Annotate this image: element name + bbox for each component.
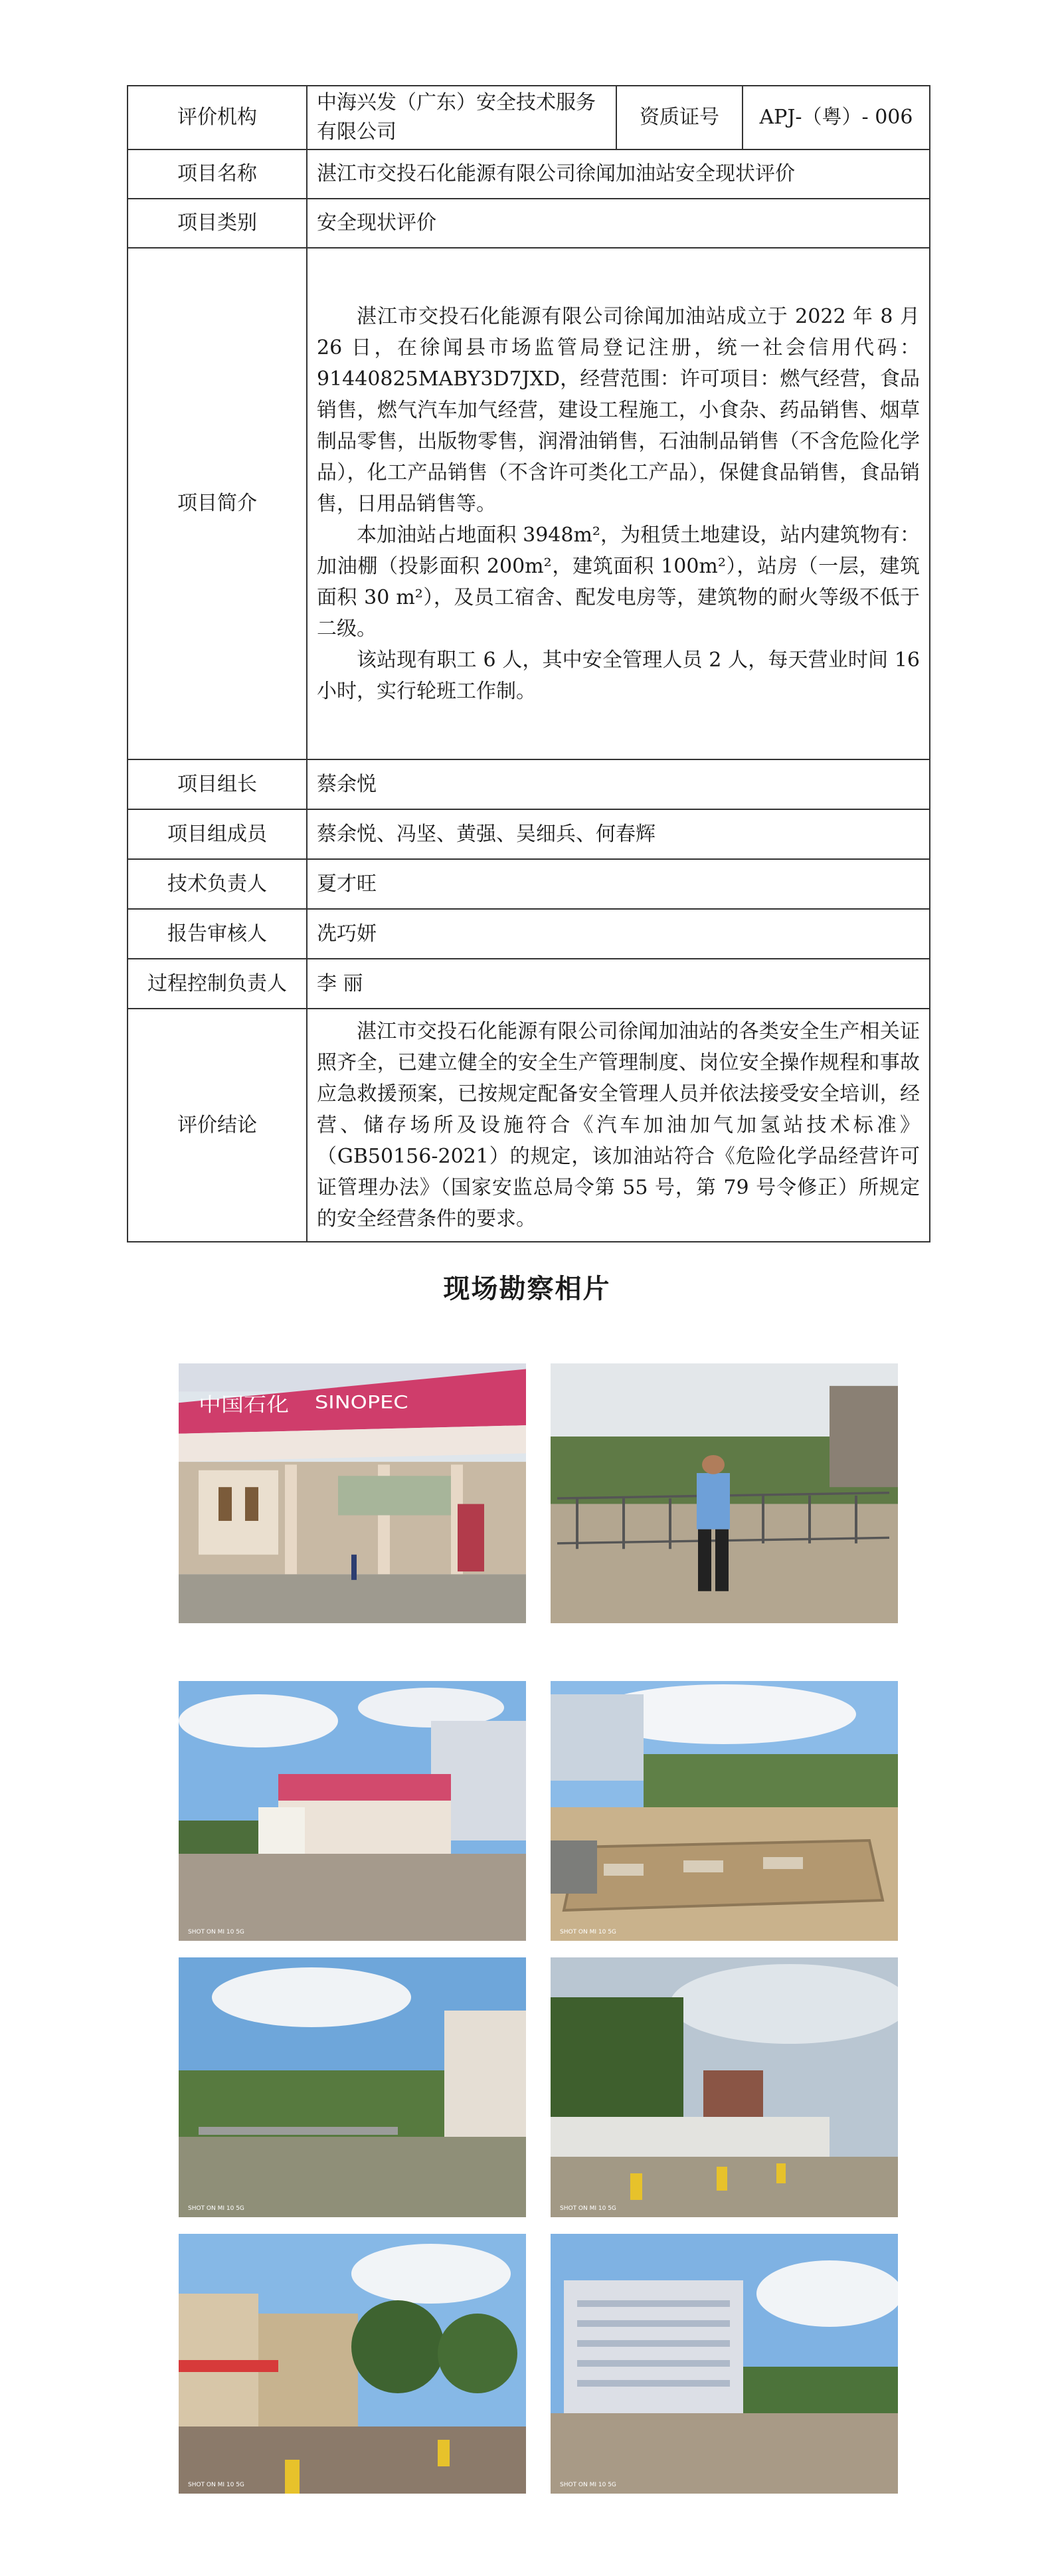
- table-row: [128, 809, 930, 859]
- photo-watermark: SHOT ON MI 10 5G: [188, 2482, 244, 2488]
- table-row: [128, 199, 930, 248]
- org-label: 评价机构: [128, 86, 307, 149]
- intro-paragraph-2: 本加油站占地面积 3948m²，为租赁土地建设，站内建筑物有：加油棚（投影面积 200m²，建筑面积 100m²），站房（一层，建筑面积 30 m²），及员工宿舍、配发电房等，建筑物的耐火等级不低于二级。: [317, 523, 920, 641]
- site-photo-wall: [551, 1957, 898, 2217]
- tech-value: 夏才旺: [307, 859, 930, 909]
- site-photo-foundation: [551, 1681, 898, 1941]
- tech-label: 技术负责人: [128, 859, 307, 909]
- org-value: 中海兴发（广东）安全技术服务有限公司: [307, 86, 616, 149]
- intro-label: 项目简介: [128, 248, 307, 759]
- photo-watermark: SHOT ON MI 10 5G: [560, 2482, 616, 2488]
- photos-title: 现场勘察相片: [443, 1274, 611, 1304]
- site-photo-fence: [551, 1363, 898, 1623]
- photo-watermark: SHOT ON MI 10 5G: [188, 1929, 244, 1935]
- table-row: [128, 248, 930, 759]
- members-value: 蔡余悦、冯坚、黄强、吴细兵、何春辉: [307, 809, 930, 859]
- name-label: 项目名称: [128, 149, 307, 199]
- photo-watermark: SHOT ON MI 10 5G: [560, 2205, 616, 2212]
- review-value: 冼巧妍: [307, 909, 930, 959]
- members-label: 项目组成员: [128, 809, 307, 859]
- site-photo-trees: [179, 1957, 526, 2217]
- photo-watermark: SHOT ON MI 10 5G: [188, 2205, 244, 2212]
- intro-paragraph-3: 该站现有职工 6 人，其中安全管理人员 2 人，每天营业时间 16 小时，实行轮班工作制。: [317, 648, 920, 703]
- process-label: 过程控制负责人: [128, 959, 307, 1009]
- site-photo-canopy: [179, 1363, 526, 1623]
- photo-watermark: SHOT ON MI 10 5G: [560, 1929, 616, 1935]
- table-row: [128, 959, 930, 1009]
- process-value: 李 丽: [307, 959, 930, 1009]
- site-photo-street: [179, 2234, 526, 2494]
- site-photo-station-bus: [179, 1681, 526, 1941]
- conclusion-value: 湛江市交投石化能源有限公司徐闻加油站的各类安全生产相关证照齐全，已建立健全的安全生产管理制度、岗位安全操作规程和事故应急救援预案，已按规定配备安全管理人员并依法接受安全培训，经营、储存场所及设施符合《汽车加油加气加氢站技术标准》（GB50156-2021）的规定，该加油站符合《危险化学品经营许可证管理办法》（国家安监总局令第 55 号，第 79 号令修正）所规定的安全经营条件的要求。: [317, 1020, 920, 1231]
- cert-label: 资质证号: [616, 86, 743, 149]
- conclusion-label: 评价结论: [128, 1009, 307, 1242]
- name-value: 湛江市交投石化能源有限公司徐闻加油站安全现状评价: [307, 149, 930, 199]
- table-row: [128, 1009, 930, 1242]
- table-row: [128, 859, 930, 909]
- info-table: [127, 85, 930, 1242]
- canopy-brand-cn: 中国石化: [199, 1394, 289, 1417]
- cert-value: APJ-（粤）- 006: [743, 86, 930, 149]
- leader-value: 蔡余悦: [307, 759, 930, 809]
- site-photo-building: [551, 2234, 898, 2494]
- intro-paragraph-1: 湛江市交投石化能源有限公司徐闻加油站成立于 2022 年 8 月 26 日，在徐闻县市场监管局登记注册，统一社会信用代码：91440825MABY3D7JXD，经营范围：许可项目：燃气经营，食品销售，燃气汽车加气经营，建设工程施工，小食杂、药品销售、烟草制品零售，出版物零售，润滑油销售，石油制品销售（不含危险化学品），化工产品销售（不含许可类化工产品），保健食品销售，食品销售，日用品销售等。: [317, 304, 920, 516]
- type-value: 安全现状评价: [307, 199, 930, 248]
- table-row: [128, 149, 930, 199]
- table-row: [128, 909, 930, 959]
- leader-label: 项目组长: [128, 759, 307, 809]
- review-label: 报告审核人: [128, 909, 307, 959]
- intro-value: [307, 248, 930, 759]
- type-label: 项目类别: [128, 199, 307, 248]
- table-row: [128, 759, 930, 809]
- canopy-brand-en: SINOPEC: [315, 1391, 408, 1413]
- table-row: [128, 86, 930, 149]
